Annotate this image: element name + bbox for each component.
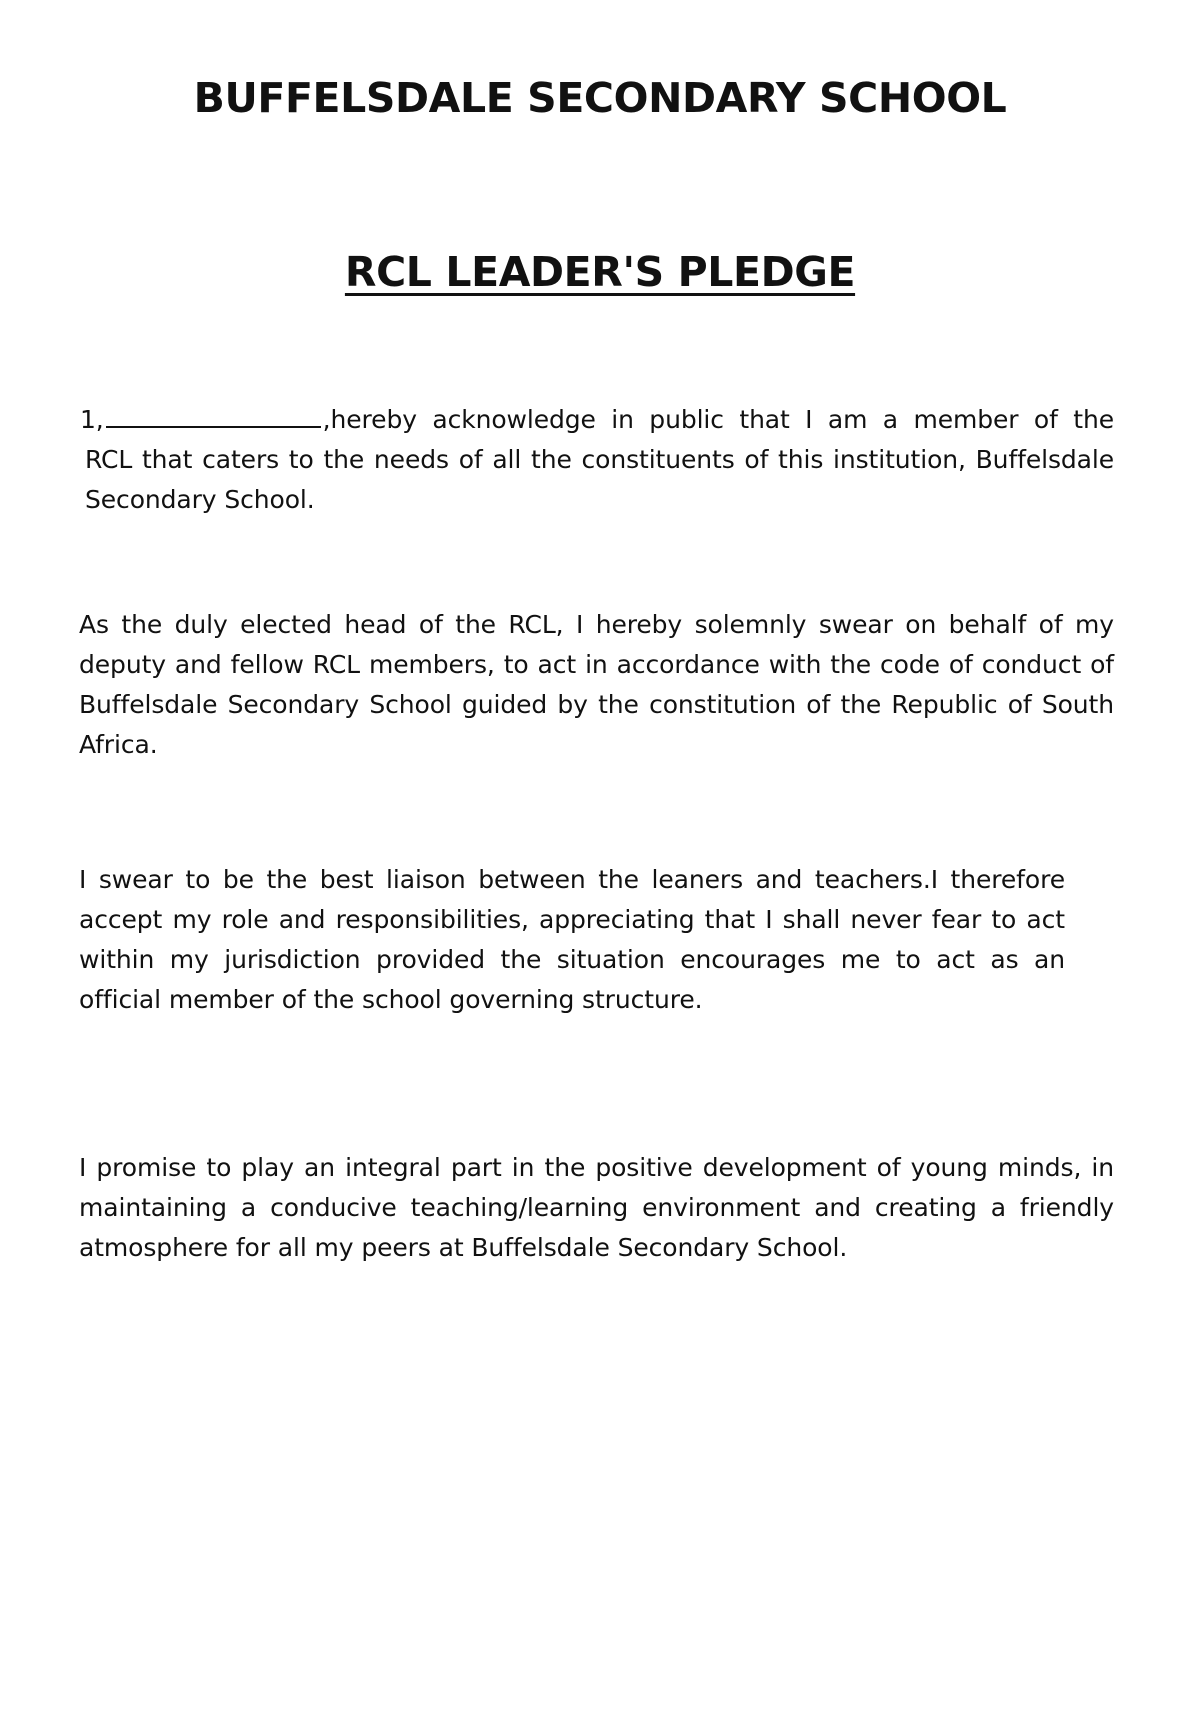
pledge-paragraph-2: As the duly elected head of the RCL, I hereby solemnly swear on behalf of my deputy and fellow RCL members, to act in accordance with the code of conduct of Buffelsdale Secondary School guided by the constitution of the Republic of South Africa. bbox=[79, 610, 1114, 759]
pledge-paragraph-4: I promise to play an integral part in the positive development of young minds, in maintaining a conducive teaching/learning environment and creating a friendly atmosphere for all my peers at Buffelsdale Secondary School. bbox=[79, 1153, 1114, 1262]
school-name-heading: BUFFELSDALE SECONDARY SCHOOL bbox=[193, 74, 1007, 122]
name-blank-line bbox=[106, 402, 321, 428]
pledge-paragraph-1-prefix: 1, bbox=[80, 405, 104, 434]
pledge-paragraph-1 bbox=[80, 400, 1114, 520]
pledge-paragraph-1-continuation: RCL that caters to the needs of all the constituents of this institution, Buffelsdale Secondary School. bbox=[85, 445, 1114, 514]
pledge-title-heading: RCL LEADER'S PLEDGE bbox=[344, 248, 856, 296]
pledge-paragraph-3: I swear to be the best liaison between the leaners and teachers.I therefore accept my role and responsibilities, appreciating that I shall never fear to act within my jurisdiction provided the situation encourages me to act as an official member of the school governing structure. bbox=[79, 865, 1065, 1014]
pledge-paragraph-1-line-1: ,hereby acknowledge in public that I am a member of the bbox=[322, 405, 1114, 434]
pledge-paragraph-1-first-line bbox=[80, 400, 1114, 440]
